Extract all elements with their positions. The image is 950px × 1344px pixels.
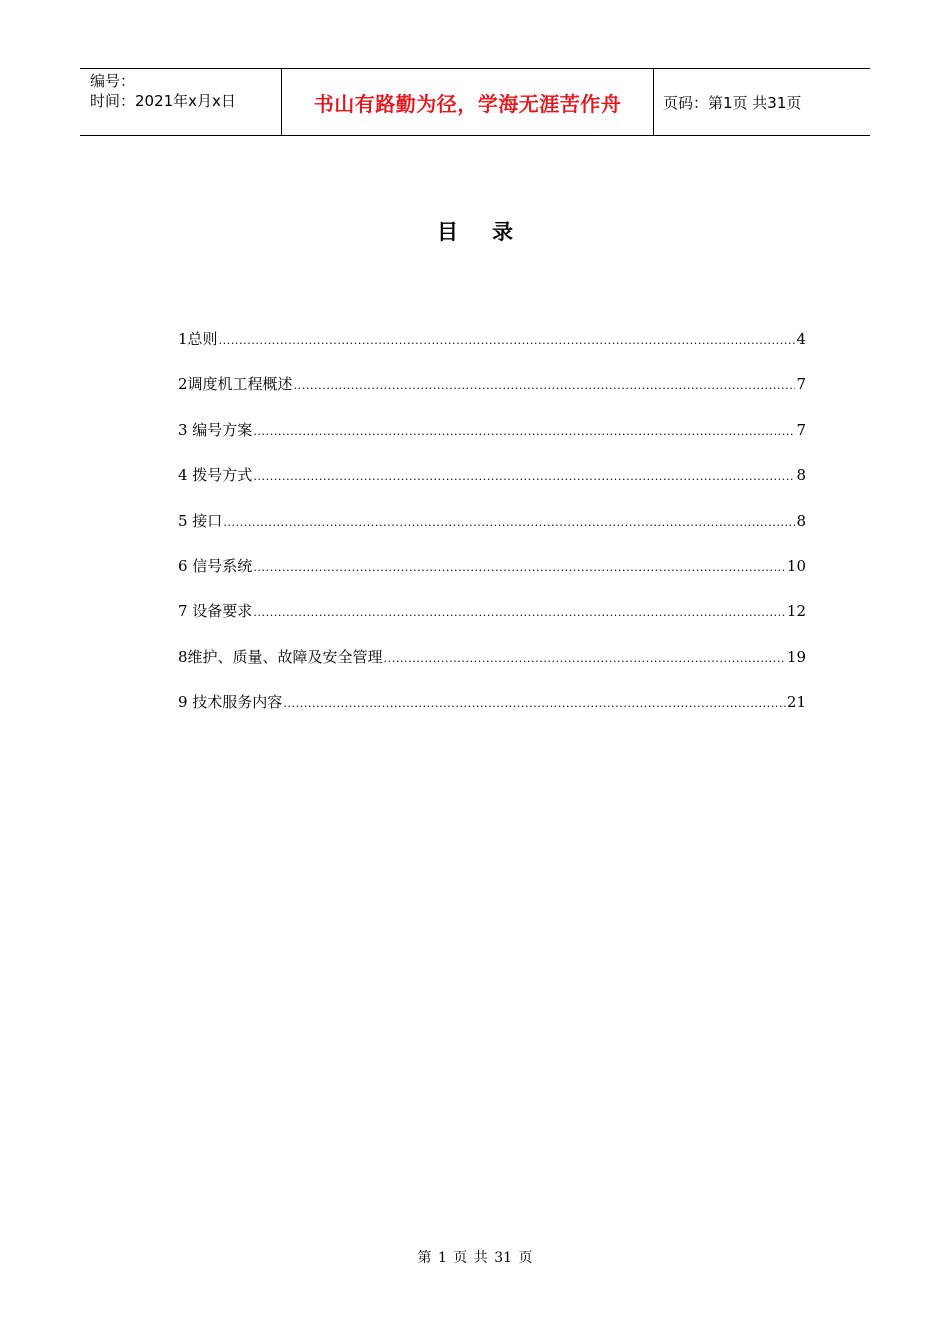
toc-title-left: 目: [437, 220, 458, 244]
toc-entry[interactable]: [178, 600, 806, 645]
toc-entry-page: 19: [786, 647, 806, 666]
page-header: [80, 68, 870, 136]
toc-entry[interactable]: [178, 646, 806, 691]
toc-leader-dots: [253, 470, 795, 483]
header-page-number: 页码：第1页 共31页: [663, 93, 802, 112]
toc-leader-dots: [253, 561, 786, 574]
document-date-label: 时间：2021年x月x日: [90, 92, 236, 110]
toc-entry[interactable]: [178, 510, 806, 555]
toc-entry-page: 8: [796, 466, 806, 485]
page-footer: 第 1 页 共 31 页: [417, 1250, 533, 1266]
toc-entry[interactable]: [178, 464, 806, 509]
toc-entry-label: 3 编号方案: [178, 420, 253, 439]
toc-entry[interactable]: [178, 328, 806, 373]
toc-leader-dots: [253, 606, 786, 619]
toc-entry-label: 7 设备要求: [178, 602, 253, 621]
toc-leader-dots: [294, 379, 796, 392]
toc-entry[interactable]: [178, 373, 806, 418]
document-number-label: 编号：: [90, 72, 136, 90]
toc-leader-dots: [223, 516, 795, 529]
toc-entry-label: 1总则: [178, 330, 218, 348]
toc-entry-label: 2调度机工程概述: [178, 375, 293, 394]
toc-title-right: 录: [492, 220, 513, 244]
toc-entry-page: 8: [796, 511, 806, 530]
toc-entry-label: 6 信号系统: [178, 556, 253, 575]
toc-leader-dots: [283, 697, 786, 710]
toc-entry-label: 8维护、质量、故障及安全管理: [178, 647, 383, 666]
toc-leader-dots: [384, 652, 786, 665]
toc-entry[interactable]: [178, 691, 806, 736]
toc-entry[interactable]: [178, 419, 806, 464]
toc-entry-label: 9 技术服务内容: [178, 693, 283, 712]
toc-entry-page: 7: [796, 420, 806, 439]
toc-entry[interactable]: [178, 555, 806, 600]
table-of-contents: [178, 328, 806, 737]
toc-title: [0, 216, 950, 246]
toc-entry-label: 5 接口: [178, 511, 223, 530]
toc-entry-label: 4 拨号方式: [178, 466, 253, 485]
toc-entry-page: 12: [786, 602, 806, 621]
toc-entry-page: 10: [786, 556, 806, 575]
toc-entry-page: 4: [796, 330, 806, 348]
toc-entry-page: 7: [796, 375, 806, 394]
header-meta: [80, 69, 281, 135]
toc-leader-dots: [253, 425, 795, 438]
toc-entry-page: 21: [786, 693, 806, 712]
header-motto: 书山有路勤为径，学海无涯苦作舟: [281, 69, 654, 135]
toc-leader-dots: [219, 334, 796, 347]
